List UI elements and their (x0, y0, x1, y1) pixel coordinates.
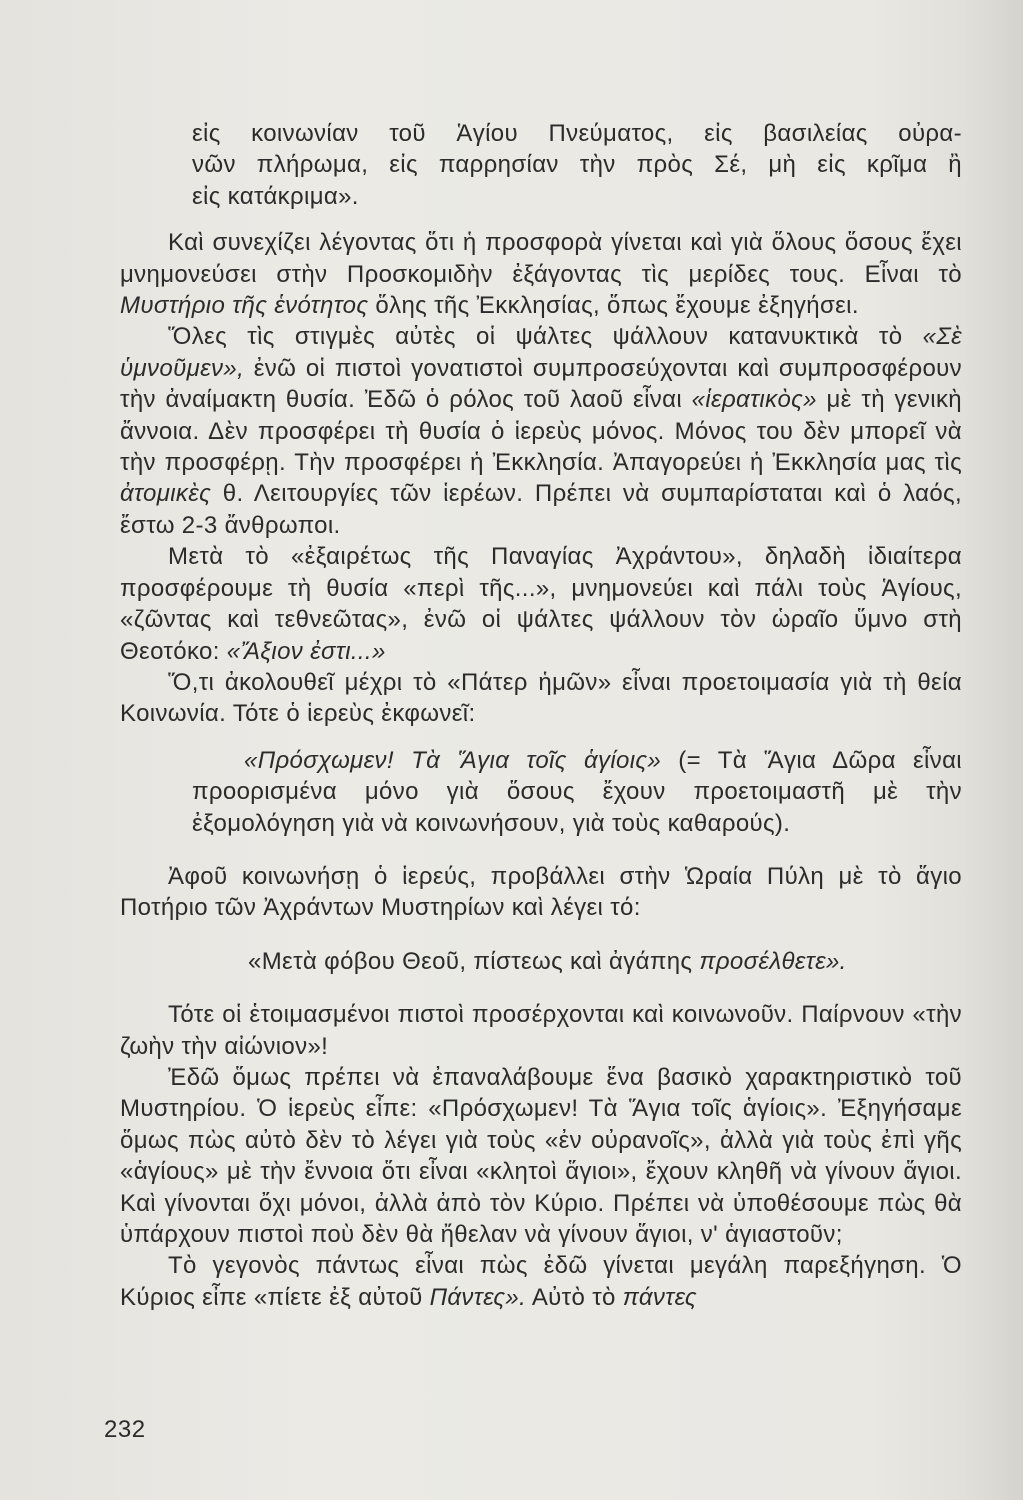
paragraph-text: «Μετὰ φόβου Θεοῦ, πίστεως καὶ ἀγάπης (248, 947, 693, 975)
text-line: εἰς κατάκριμα». (192, 182, 359, 210)
paragraph-6 (120, 861, 962, 924)
paragraph-text: Ὅ,τι ἀκολουθεῖ μέχρι τὸ «Πάτερ ἡμῶν» εἶναι προετοιμασία γιὰ τὴ θεία Κοινωνία. Τότε ὁ ἱερεὺς ἐκφωνεῖ: (120, 668, 962, 728)
emphasis-text: πάντες (622, 1283, 697, 1311)
paragraph-text: Καὶ συνεχίζει λέγοντας ὅτι ἡ προσφορὰ γίνεται καὶ γιὰ ὅλους ὅσους ἔχει μνημονεύσει στὴν Προσκομιδὴν ἐξάγοντας τὶς μερίδες τους. Εἶναι τὸ (120, 229, 962, 288)
paragraph-9 (120, 1250, 962, 1313)
emphasis-text: Πάντες». (429, 1283, 527, 1311)
paragraph-text: Ἀφοῦ κοινωνήσῃ ὁ ἱερεύς, προβάλλει στὴν Ὡραία Πύλη μὲ τὸ ἅγιο Ποτήριο τῶν Ἀχράντων Μυστηρίων καὶ λέγει τό: (120, 862, 962, 922)
page-number: 232 (104, 1416, 146, 1443)
quote-prosxomen (120, 745, 962, 839)
show-through-shadow (963, 0, 1023, 1500)
paragraph-3 (120, 321, 962, 541)
text-line: εἰς κοινωνίαν τοῦ Ἁγίου Πνεύματος, εἰς βασιλείας οὐρα- (192, 120, 962, 147)
emphasis-text: ἀτομικὲς (120, 480, 212, 508)
emphasis-text: Μυστήριο τῆς ἑνότητος (120, 292, 369, 320)
paragraph-text: ἐνῶ οἱ πιστοὶ γονατιστοὶ συμπροσεύχονται καὶ συμπροσφέρουν τὴν ἀναίμακτη θυσία. Ἐδῶ ὁ ρόλος τοῦ λαοῦ εἶναι (120, 354, 962, 414)
body-text (120, 118, 962, 1313)
quote-meta-fobou (120, 946, 962, 977)
paragraph-text: Μετὰ τὸ «ἐξαιρέτως τῆς Παναγίας Ἀχράντου», δηλαδὴ ἰδιαίτερα προσφέρουμε τὴ θυσία «περὶ τῆς...», μνημονεύει καὶ πάλι τοὺς Ἁγίους, «ζῶντας καὶ τεθνεῶτας», ἐνῶ οἱ ψάλτες ψάλλουν τὸν ὡραῖο ὕμνο στὴ Θεοτόκο: (120, 543, 962, 665)
emphasis-text: «Σὲ ὑμνοῦμεν», (120, 323, 962, 382)
paragraph-text: (= Τὰ Ἅγια Δῶρα εἶναι προορισμένα μόνο γιὰ ὅσους ἔχουν προετοιμαστῆ μὲ τὴν ἐξομολόγηση γιὰ νὰ κοινωνήσουν, γιὰ τοὺς καθαρούς). (192, 746, 962, 837)
emphasis-text: «ἱερατικὸς» (691, 386, 817, 414)
paragraph-text: Αὐτὸ τὸ (531, 1283, 616, 1311)
emphasis-text: «Πρόσχωμεν! Τὰ Ἅγια τοῖς ἁγίοις» (244, 746, 662, 774)
text-line: νῶν πλήρωμα, εἰς παρρησίαν τὴν πρὸς Σέ, μὴ εἰς κρῖμα ἢ (192, 151, 962, 179)
paragraph-text: Ὅλες τὶς στιγμὲς αὐτὲς οἱ ψάλτες ψάλλουν κατανυκτικὰ τὸ (168, 323, 903, 351)
emphasis-text: «Ἄξιον ἐστι...» (226, 637, 386, 665)
paragraph-4 (120, 541, 962, 667)
paragraph-7 (120, 999, 962, 1062)
emphasis-text: προσέλθετε». (699, 947, 847, 975)
paragraph-5 (120, 667, 962, 730)
paragraph-text: Τότε οἱ ἑτοιμασμένοι πιστοὶ προσέρχονται καὶ κοινωνοῦν. Παίρνουν «τὴν ζωὴν τὴν αἰώνιον»! (120, 1001, 962, 1060)
paragraph-prayer-end (120, 118, 962, 212)
paragraph-text: θ. Λειτουργίες τῶν ἱερέων. Πρέπει νὰ συμπαρίσταται καὶ ὁ λαός, ἔστω 2-3 ἄνθρωποι. (120, 480, 962, 539)
paragraph-text: ὅλης τῆς Ἐκκλησίας, ὅπως ἔχουμε ἐξηγήσει. (375, 292, 859, 320)
paragraph-8 (120, 1062, 962, 1250)
paragraph-2 (120, 227, 962, 321)
paragraph-text: μὲ τὴ γενικὴ ἄννοια. Δὲν προσφέρει τὴ θυσία ὁ ἱερεὺς μόνος. Μόνος του δὲν μπορεῖ νὰ τὴν προσφέρῃ. Τὴν προσφέρει ἡ Ἐκκλησία. Ἀπαγορεύει ἡ Ἐκκλησία μας τὶς (120, 386, 962, 477)
paragraph-text: Ἐδῶ ὅμως πρέπει νὰ ἐπαναλάβουμε ἕνα βασικὸ χαρακτηριστικὸ τοῦ Μυστηρίου. Ὁ ἱερεὺς εἶπε: «Πρόσχωμεν! Τὰ Ἅγια τοῖς ἁγίοις». Ἐξηγήσαμε ὅμως πὼς αὐτὸ δὲν τὸ λέγει γιὰ τοὺς «ἐν οὐρανοῖς», ἀλλὰ γιὰ τοὺς ἐπὶ γῆς «ἁγίους» μὲ τὴν ἔννοια ὅτι εἶναι «κλητοὶ ἅγιοι», ἔχουν κληθῆ νὰ γίνουν ἅγιοι. Καὶ γίνονται ὄχι μόνοι, ἀλλὰ ἀπὸ τὸν Κύριο. Πρέπει νὰ ὑποθέσουμε πὼς θὰ ὑπάρχουν πιστοὶ ποὺ δὲν θὰ ἤθελαν νὰ γίνουν ἅγιοι, ν' ἁγιαστοῦν; (120, 1063, 962, 1248)
paragraph-text: Τὸ γεγονὸς πάντως εἶναι πὼς ἐδῶ γίνεται μεγάλη παρεξήγηση. Ὁ Κύριος εἶπε «πίετε ἐξ αὐτοῦ (120, 1252, 962, 1311)
